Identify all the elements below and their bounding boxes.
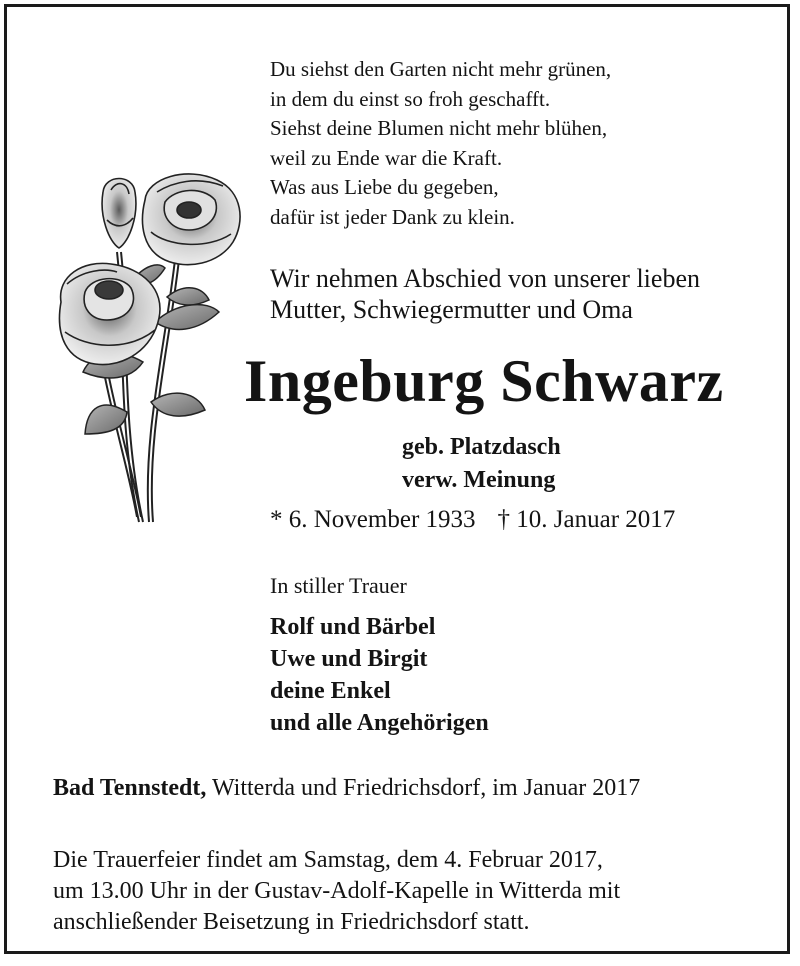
funeral-line: um 13.00 Uhr in der Gustav-Adolf-Kapelle in Witterda mit bbox=[53, 878, 621, 904]
life-dates bbox=[270, 506, 675, 534]
obituary-frame bbox=[4, 4, 790, 954]
mourner-entry: deine Enkel bbox=[270, 678, 391, 704]
poem-line: in dem du einst so froh geschafft. bbox=[270, 86, 551, 111]
poem-line: Du siehst den Garten nicht mehr grünen, bbox=[270, 57, 612, 81]
death-date: † 10. Januar 2017 bbox=[497, 506, 676, 533]
place-and-date bbox=[53, 775, 640, 802]
funeral-line: Die Trauerfeier findet am Samstag, dem 4. Februar 2017, bbox=[53, 847, 603, 873]
mourning-heading: In stiller Trauer bbox=[270, 573, 407, 598]
mourner-entry: Uwe und Birgit bbox=[270, 646, 428, 672]
deceased-name: Ingeburg Schwarz bbox=[244, 348, 724, 414]
name-details bbox=[402, 431, 561, 497]
farewell-intro bbox=[270, 263, 700, 325]
birth-name: geb. Platzdasch bbox=[402, 434, 561, 460]
widowed-name: verw. Meinung bbox=[402, 467, 556, 493]
poem-line: Siehst deine Blumen nicht mehr blühen, bbox=[270, 116, 608, 140]
poem-line: weil zu Ende war die Kraft. bbox=[270, 145, 503, 170]
place-bold: Bad Tennstedt, bbox=[53, 775, 207, 801]
poem-line: Was aus Liebe du gegeben, bbox=[270, 175, 499, 199]
memorial-poem bbox=[270, 55, 611, 232]
funeral-notice bbox=[53, 845, 620, 938]
place-rest: Witterda und Friedrichsdorf, im Januar 2017 bbox=[211, 775, 641, 801]
roses-illustration bbox=[47, 172, 257, 532]
intro-line: Wir nehmen Abschied von unserer lieben bbox=[270, 264, 700, 293]
mourner-entry: und alle Angehörigen bbox=[270, 710, 489, 736]
poem-line: dafür ist jeder Dank zu klein. bbox=[270, 204, 515, 229]
mourners-list bbox=[270, 611, 489, 739]
intro-line: Mutter, Schwiegermutter und Oma bbox=[270, 295, 633, 324]
mourner-entry: Rolf und Bärbel bbox=[270, 614, 436, 640]
birth-date: * 6. November 1933 bbox=[270, 506, 476, 533]
funeral-line: anschließender Beisetzung in Friedrichsdorf statt. bbox=[53, 909, 530, 935]
